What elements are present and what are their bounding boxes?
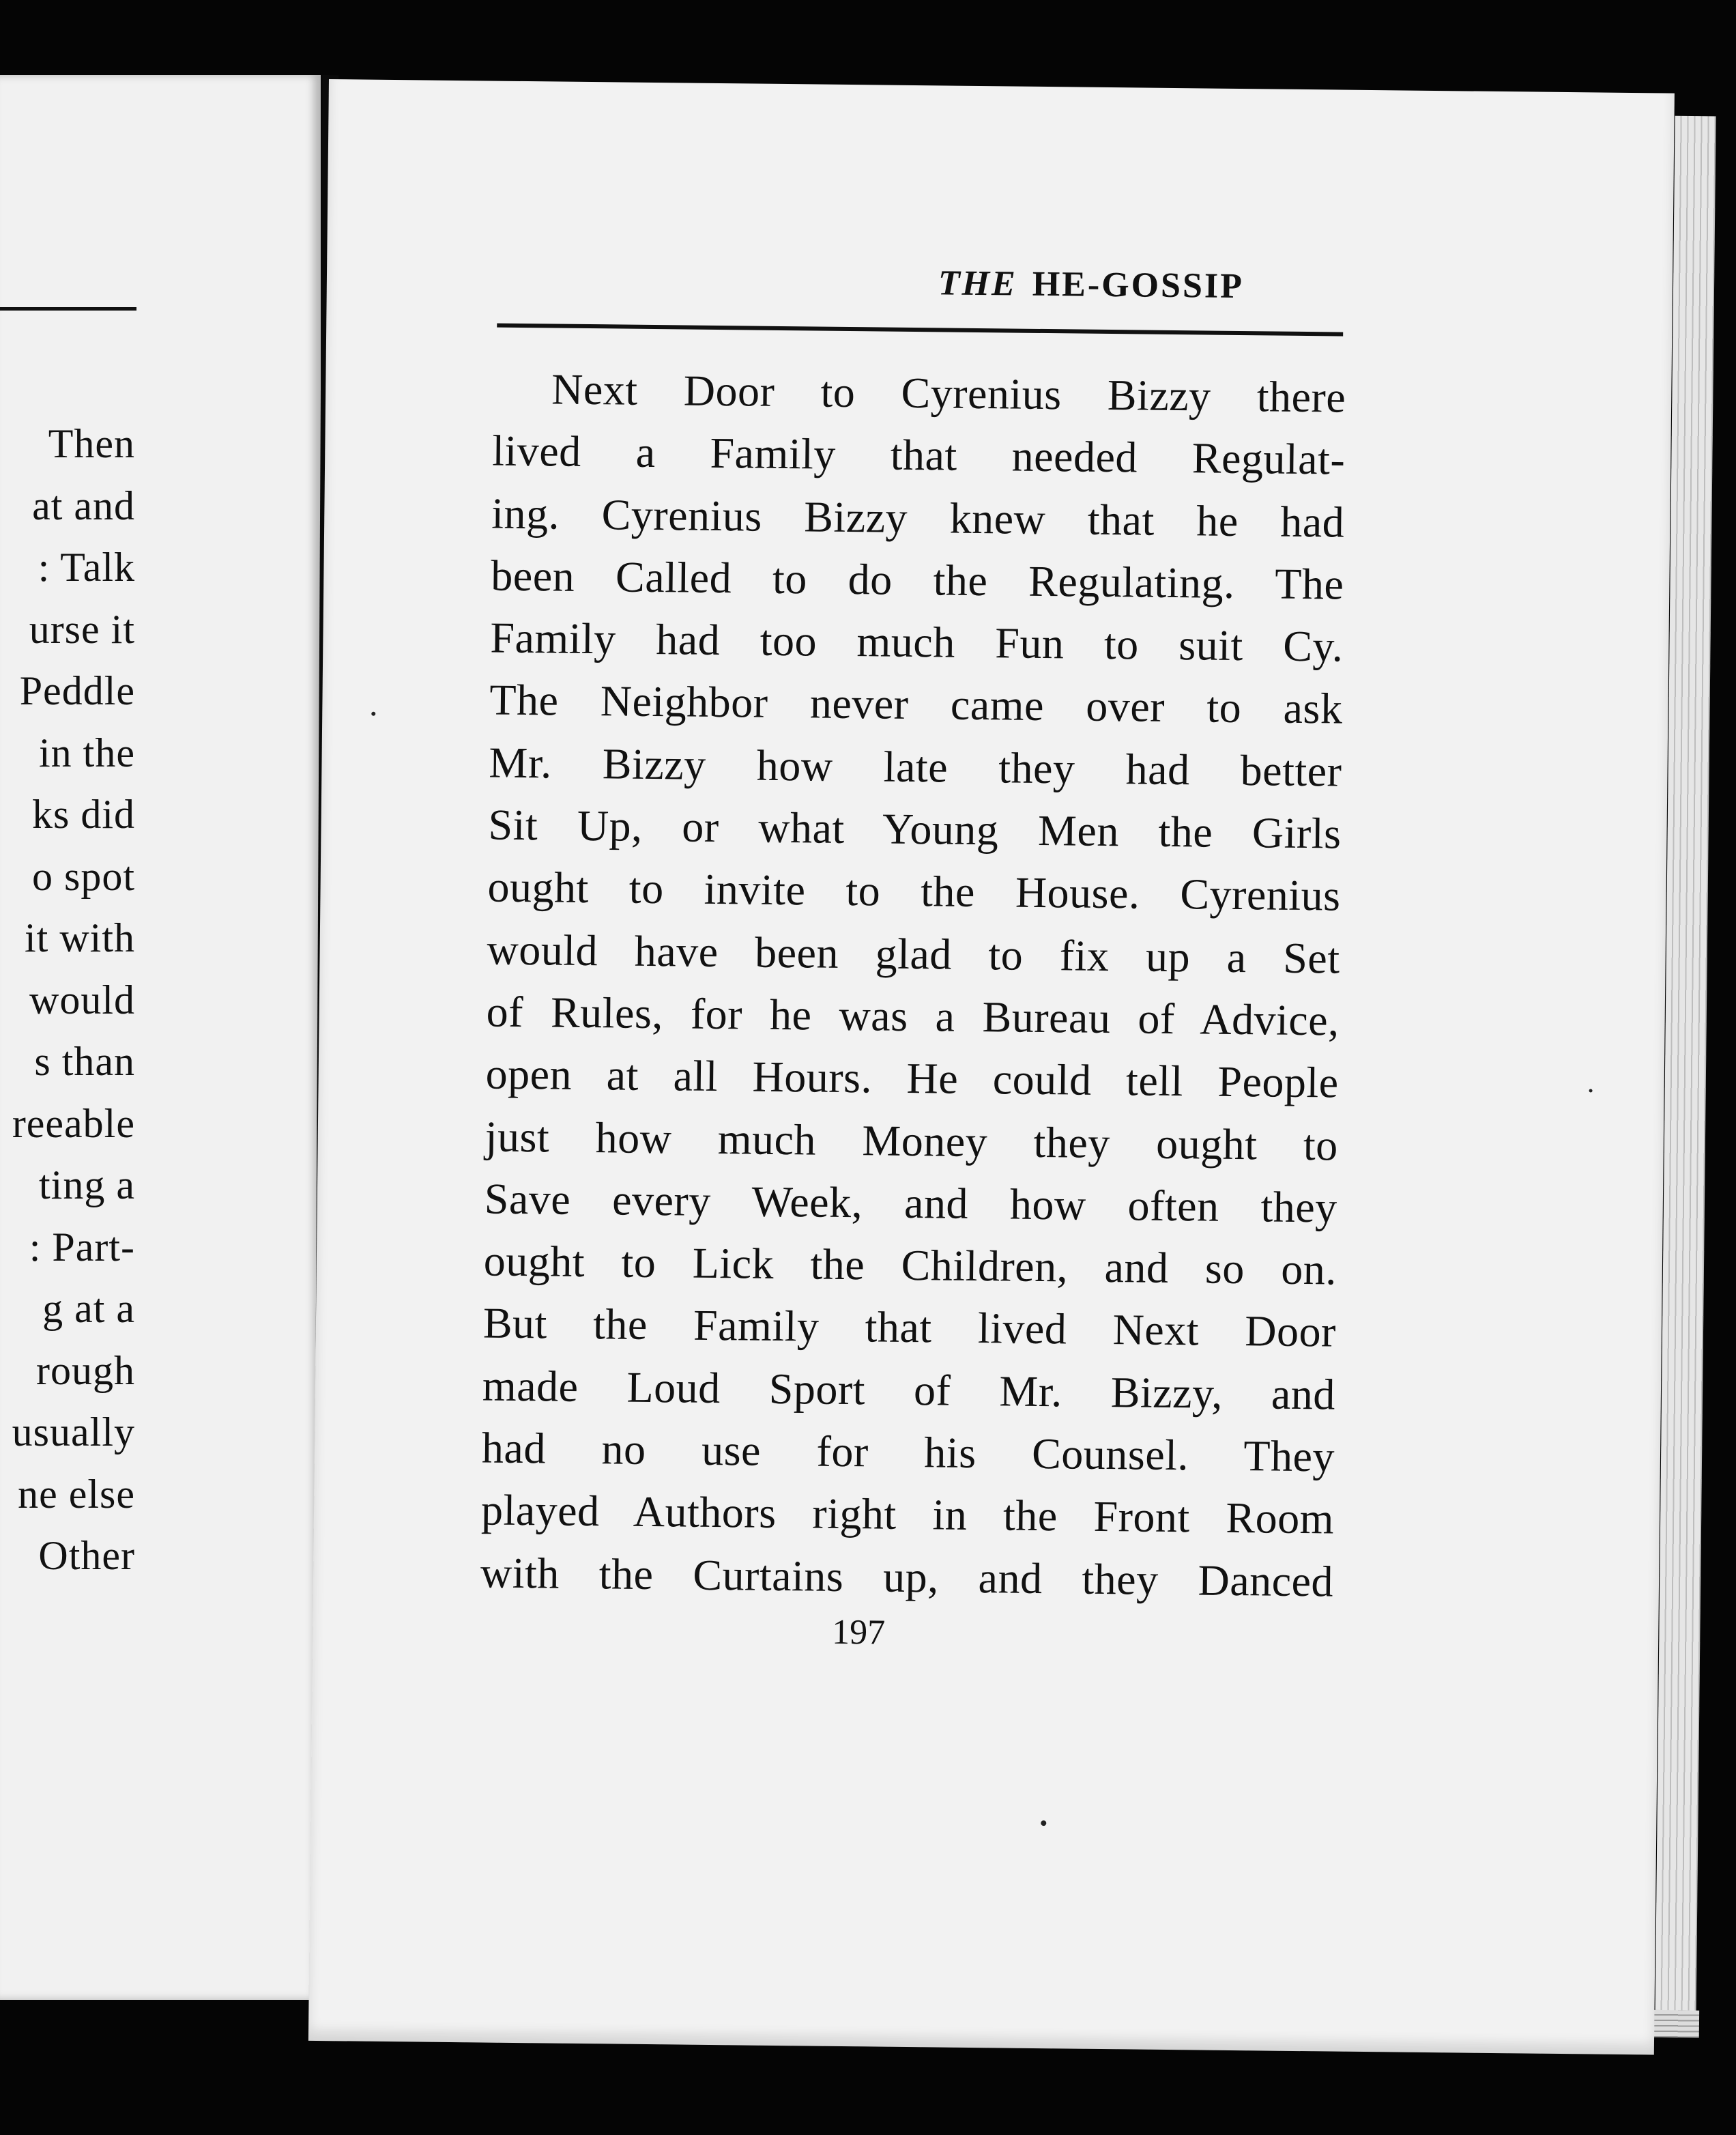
text-line: open at all Hours. He could tell People <box>485 1049 1340 1107</box>
text-line: of Rules, for he was a Bureau of Advice, <box>486 987 1340 1045</box>
text-line: with the Curtains up, and they Danced <box>480 1548 1334 1606</box>
text-line: But the Family that lived Next Door <box>482 1298 1337 1357</box>
text-line: been Called to do the Regulating. The <box>491 551 1344 609</box>
text-line: ing. Cyrenius Bizzy knew that he had <box>491 489 1345 547</box>
ink-speck <box>1041 1820 1046 1826</box>
text-line: at and <box>32 483 135 528</box>
text-line: ought to invite to the House. Cyrenius <box>487 862 1341 920</box>
text-line: Family had too much Fun to suit Cy. <box>490 613 1344 671</box>
text-line: played Authors right in the Front Room <box>480 1485 1335 1543</box>
text-line: would <box>29 977 135 1022</box>
text-line: would have been glad to fix up a Set <box>487 925 1340 983</box>
text-line: Mr. Bizzy how late they had better <box>489 738 1342 796</box>
text-line: reeable <box>12 1100 135 1146</box>
text-line: in the <box>39 730 135 775</box>
text-line: : Talk <box>38 545 135 590</box>
text-line: had no use for his Counsel. They <box>481 1423 1335 1481</box>
text-line: rough <box>36 1347 135 1393</box>
previous-page-head-rule <box>0 307 136 311</box>
text-line: Other <box>38 1533 135 1578</box>
text-line: urse it <box>29 606 135 652</box>
text-line: lived a Family that needed Regulat- <box>491 426 1346 484</box>
page-number: 197 <box>831 1612 886 1652</box>
text-line: made Loud Sport of Mr. Bizzy, and <box>482 1361 1336 1419</box>
ink-speck <box>1589 1089 1593 1092</box>
text-line: o spot <box>31 853 135 899</box>
text-line: : Part- <box>29 1224 135 1270</box>
current-page <box>308 79 1675 2054</box>
text-line: it with <box>24 915 135 960</box>
body-text <box>480 358 1346 1613</box>
text-line: Next Door to Cyrenius Bizzy there <box>551 364 1346 422</box>
text-line: Sit Up, or what Young Men the Girls <box>488 800 1342 858</box>
text-line: Peddle <box>19 668 135 713</box>
running-head-article: THE <box>938 263 1018 304</box>
text-line: ne else <box>18 1471 135 1517</box>
previous-page-fragment <box>0 75 321 2000</box>
running-head-title: HE-GOSSIP <box>1032 264 1245 306</box>
text-line: The Neighbor never came over to ask <box>489 676 1343 734</box>
text-line: just how much Money they ought to <box>484 1112 1339 1170</box>
text-line: usually <box>12 1409 135 1455</box>
text-line: Then <box>48 421 135 466</box>
text-line: ting a <box>39 1162 135 1207</box>
text-line: Save every Week, and how often they <box>484 1174 1338 1232</box>
ink-speck <box>371 712 375 716</box>
running-head-rule <box>497 324 1343 336</box>
running-head <box>750 261 1433 308</box>
previous-page-text <box>0 413 135 1587</box>
text-line: s than <box>34 1039 135 1084</box>
text-line: ks did <box>31 792 135 837</box>
text-line: ought to Lick the Children, and so on. <box>483 1236 1337 1294</box>
text-line: g at a <box>42 1286 135 1331</box>
